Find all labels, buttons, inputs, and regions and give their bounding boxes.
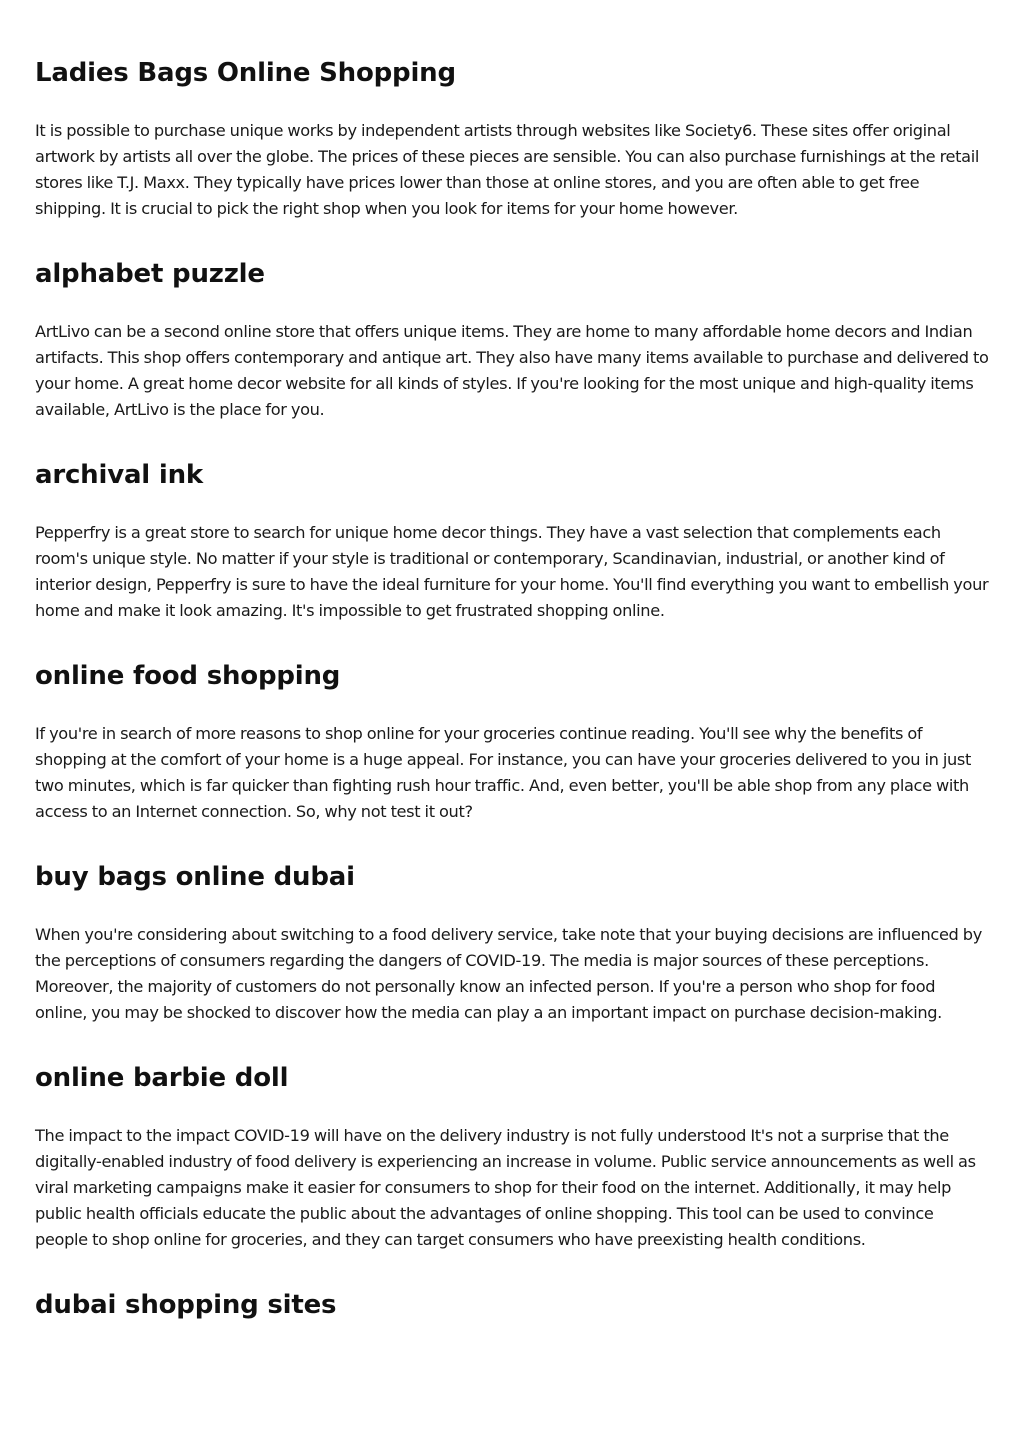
section-heading: online food shopping <box>35 661 341 691</box>
section-archival-ink <box>35 459 990 624</box>
section-paragraph: When you're considering about switching to a food delivery service, take note that your buying decisions are influenced by the perceptions of consumers regarding the dangers of COVID-19. The media is major sources of these perceptions. Moreover, the majority of customers do not personally know an infected person. If you're a person who shop for food online, you may be shocked to discover how the media can play a an important impact on purchase decision-making. <box>35 925 982 1022</box>
section-paragraph: If you're in search of more reasons to shop online for your groceries continue reading. You'll see why the benefits of shopping at the comfort of your home is a huge appeal. For instance, you can have your groceries delivered to you in just two minutes, which is far quicker than fighting rush hour traffic. And, even better, you'll be able shop from any place with access to an Internet connection. So, why not test it out? <box>35 724 971 821</box>
section-heading: dubai shopping sites <box>35 1290 337 1320</box>
section-heading: online barbie doll <box>35 1063 289 1093</box>
section-heading: alphabet puzzle <box>35 259 265 289</box>
section-online-barbie-doll <box>35 1062 990 1253</box>
section-paragraph: Pepperfry is a great store to search for unique home decor things. They have a vast selection that complements each room's unique style. No matter if your style is traditional or contemporary, Scandinavian, industrial, or another kind of interior design, Pepperfry is sure to have the ideal furniture for your home. You'll find everything you want to embellish your home and make it look amazing. It's impossible to get frustrated shopping online. <box>35 523 989 620</box>
section-dubai-shopping-sites <box>35 1289 990 1321</box>
section-heading: buy bags online dubai <box>35 862 355 892</box>
section-ladies-bags <box>35 0 990 222</box>
section-paragraph: ArtLivo can be a second online store that offers unique items. They are home to many affordable home decors and Indian artifacts. This shop offers contemporary and antique art. They also have many items available to purchase and delivered to your home. A great home decor website for all kinds of styles. If you're looking for the most unique and high-quality items available, ArtLivo is the place for you. <box>35 322 989 419</box>
section-online-food-shopping <box>35 660 990 825</box>
document-page <box>35 0 990 1321</box>
section-alphabet-puzzle <box>35 258 990 423</box>
page-title: Ladies Bags Online Shopping <box>35 58 456 88</box>
section-paragraph: The impact to the impact COVID-19 will have on the delivery industry is not fully understood It's not a surprise that the digitally-enabled industry of food delivery is experiencing an increase in volume. Public service announcements as well as viral marketing campaigns make it easier for consumers to shop for their food on the internet. Additionally, it may help public health officials educate the public about the advantages of online shopping. This tool can be used to convince people to shop online for groceries, and they can target consumers who have preexisting health conditions. <box>35 1126 976 1249</box>
section-heading: archival ink <box>35 460 203 490</box>
section-paragraph: It is possible to purchase unique works by independent artists through websites like Society6. These sites offer original artwork by artists all over the globe. The prices of these pieces are sensible. You can also purchase furnishings at the retail stores like T.J. Maxx. They typically have prices lower than those at online stores, and you are often able to get free shipping. It is crucial to pick the right shop when you look for items for your home however. <box>35 121 980 218</box>
section-buy-bags-online-dubai <box>35 861 990 1026</box>
